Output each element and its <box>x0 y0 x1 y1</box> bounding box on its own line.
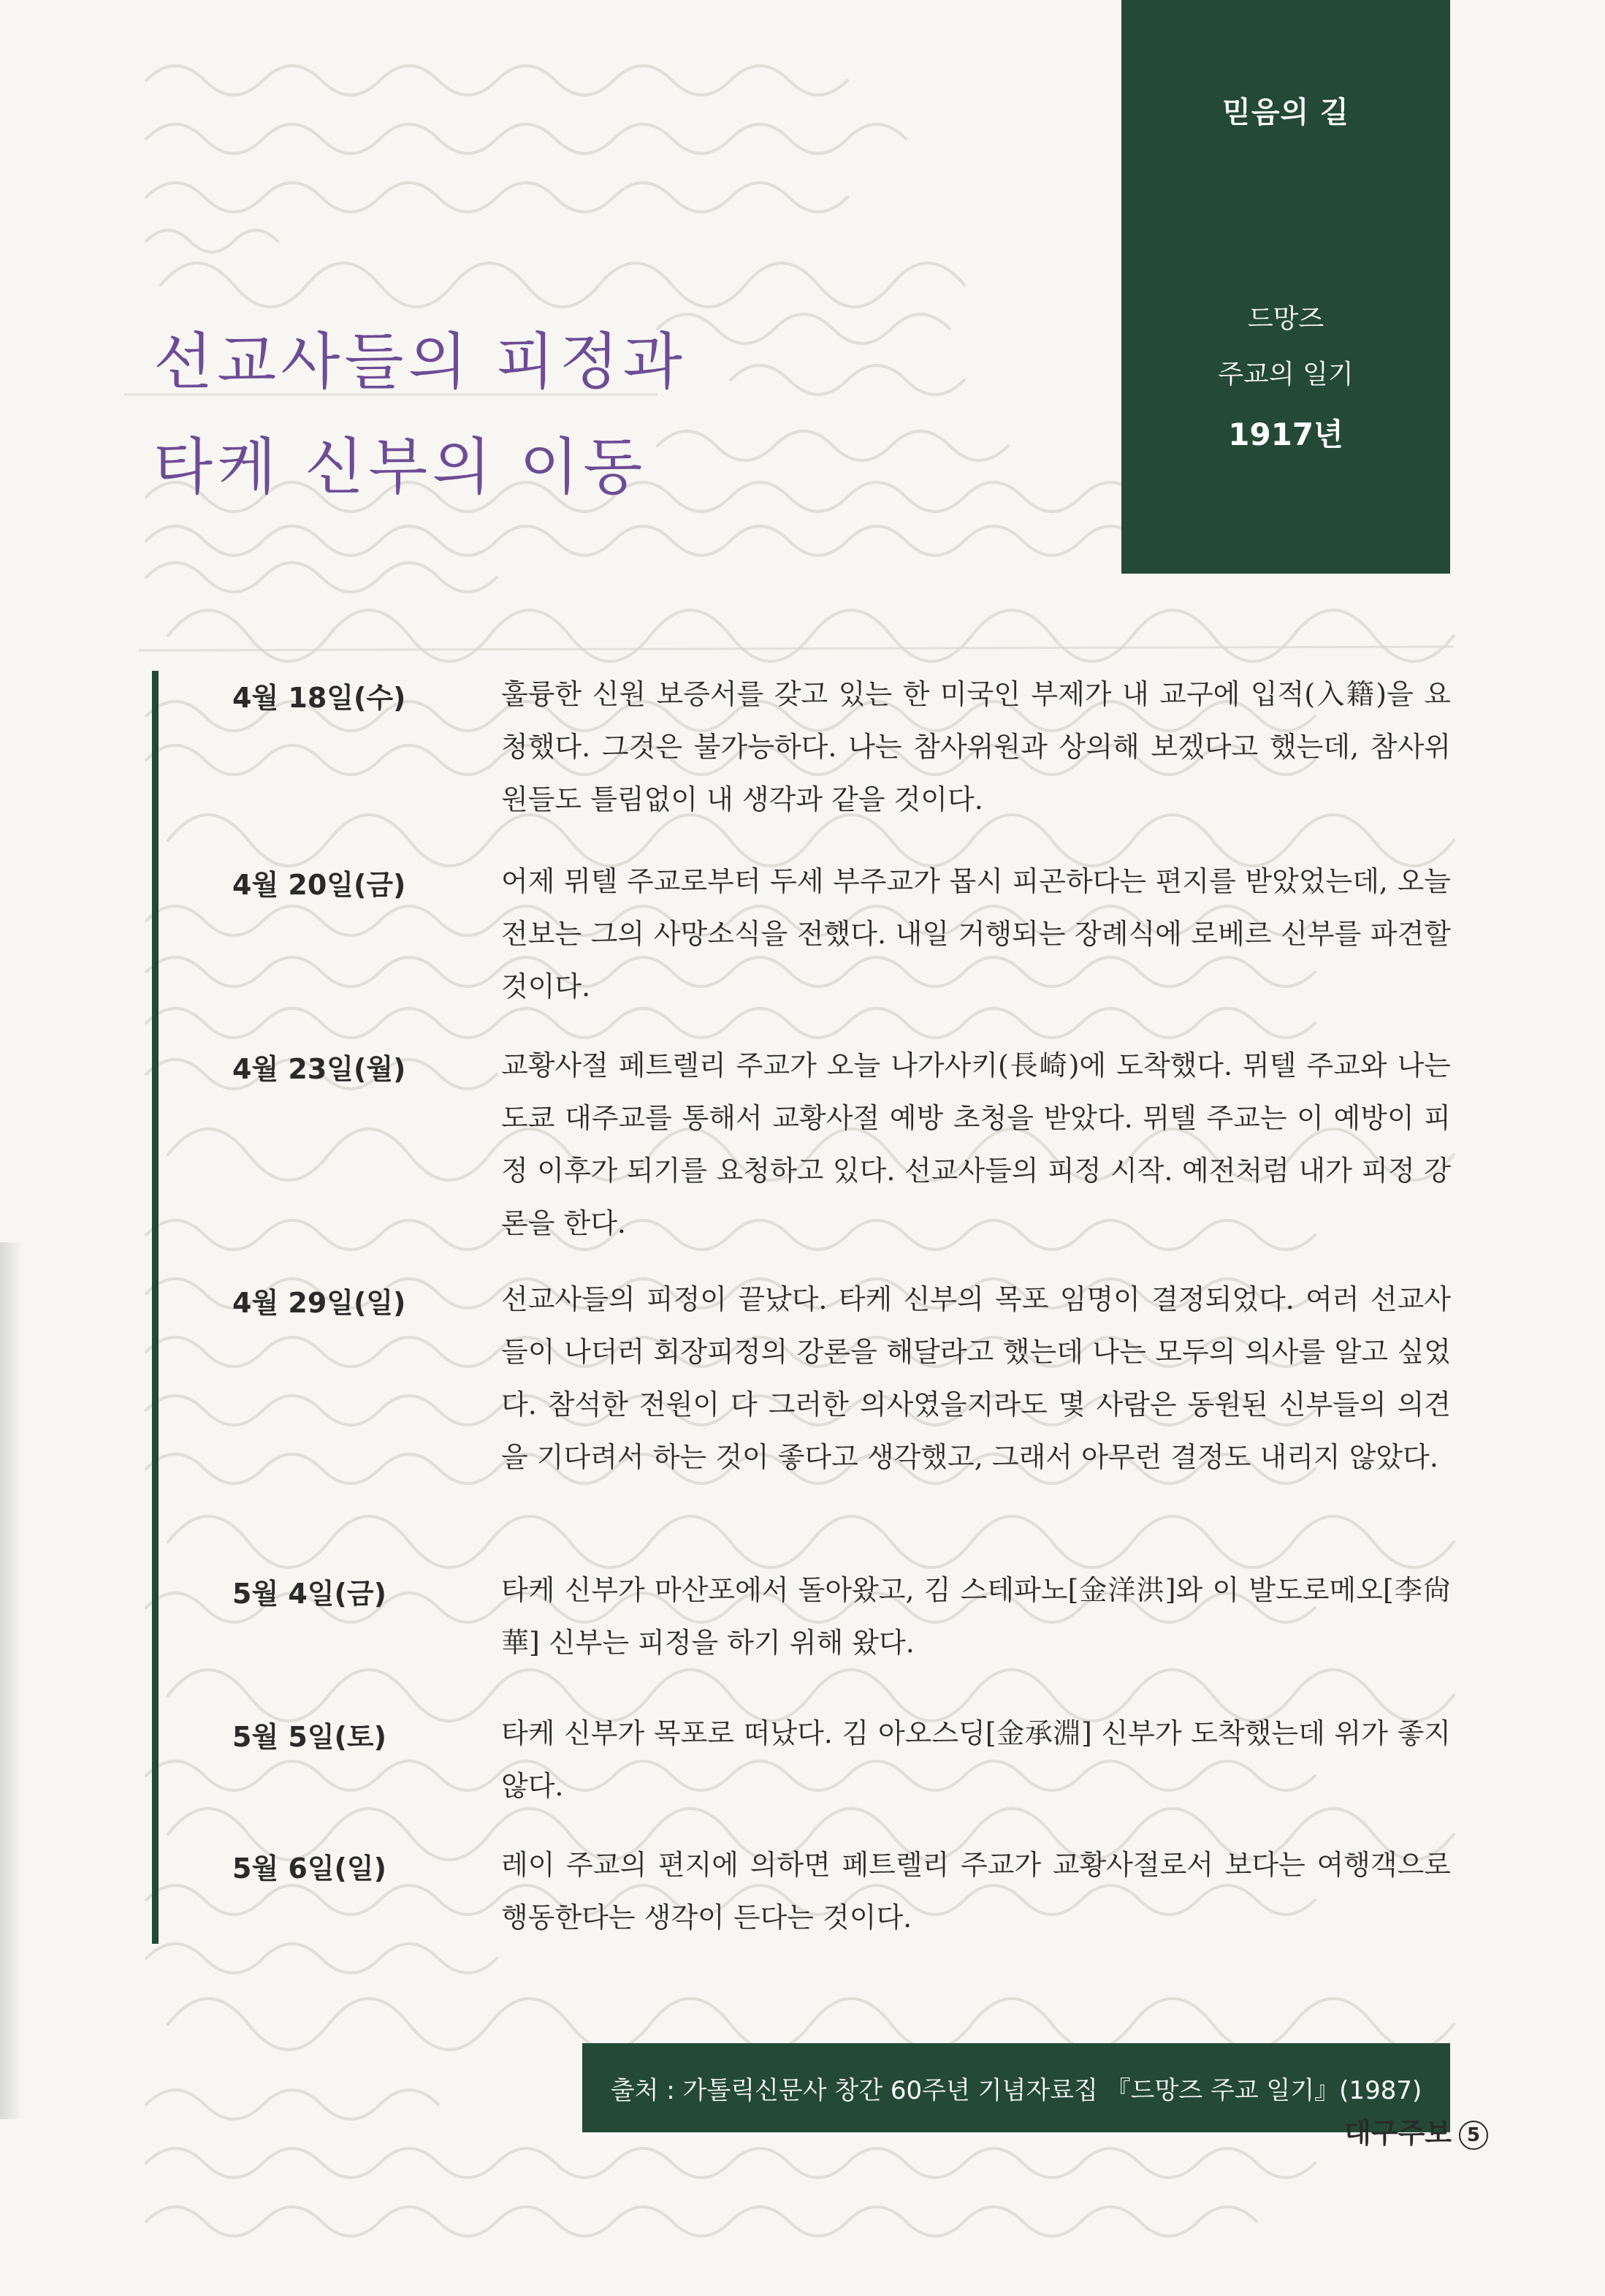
series-name: 드망즈 <box>1247 304 1324 334</box>
entry-text: 훌륭한 신원 보증서를 갖고 있는 한 미국인 부제가 내 교구에 입적(入籍)을 요청했다. 그것은 불가능하다. 나는 참사위원과 상의해 보겠다고 했는데, 참사위원들도 틀림없이 내 생각과 같을 것이다. <box>501 678 1451 816</box>
entry-date: 4월 18일(수) <box>232 682 406 714</box>
source-text: 출처 : 가톨릭신문사 창간 60주년 기념자료집 『드망즈 주교 일기』(1987) <box>610 2075 1422 2105</box>
series-subtitle: 주교의 일기 <box>1218 360 1354 389</box>
source-citation <box>582 2043 1450 2132</box>
entry-text: 어제 뮈텔 주교로부터 두세 부주교가 몹시 피곤하다는 편지를 받았었는데, 오늘 전보는 그의 사망소식을 전했다. 내일 거행되는 장례식에 로베르 신부를 파견할 것이다. <box>501 865 1451 1003</box>
entry-date: 4월 23일(월) <box>232 1053 406 1085</box>
page-footer <box>1344 2110 1488 2151</box>
entry-date: 4월 29일(일) <box>232 1287 406 1319</box>
page-number: 5 <box>1459 2121 1488 2150</box>
entry-text: 교황사절 페트렐리 주교가 오늘 나가사키(長崎)에 도착했다. 뮈텔 주교와 나는 도쿄 대주교를 통해서 교황사절 예방 초청을 받았다. 뮈텔 주교는 이 예방이 피정 이후가 되기를 요청하고 있다. 선교사들의 피정 시작. 예전처럼 내가 피정 강론을 한다. <box>501 1049 1451 1239</box>
entry-date: 4월 20일(금) <box>232 869 406 901</box>
entry-text: 타케 신부가 목포로 떠났다. 김 아오스딩[金承淵] 신부가 도착했는데 위가 좋지 않다. <box>501 1717 1451 1802</box>
publication-name: 대구주보 <box>1344 2117 1452 2149</box>
entry-text: 레이 주교의 편지에 의하면 페트렐리 주교가 교황사절로서 보다는 여행객으로 행동한다는 생각이 든다는 것이다. <box>501 1849 1451 1934</box>
entry-text: 선교사들의 피정이 끝났다. 타케 신부의 목포 임명이 결정되었다. 여러 선교사들이 나더러 회장피정의 강론을 해달라고 했는데 나는 모두의 의사를 알고 싶었다. 참석한 전원이 다 그러한 의사였을지라도 몇 사람은 동원된 신부들의 의견을 기다려서 하는 것이 좋다고 생각했고, 그래서 아무런 결정도 내리지 않았다. <box>501 1283 1451 1473</box>
series-year: 1917년 <box>1228 417 1343 452</box>
entries-accent-bar <box>152 671 159 1944</box>
section-label: 믿음의 길 <box>1222 96 1349 129</box>
entry-date: 5월 5일(토) <box>232 1721 386 1753</box>
page-title-line2: 타케 신부의 이동 <box>153 431 647 503</box>
left-edge-shadow <box>0 1242 22 2119</box>
entry-text: 타케 신부가 마산포에서 돌아왔고, 김 스테파노[金洋洪]와 이 발도로메오[李尙華] 신부는 피정을 하기 위해 왔다. <box>501 1574 1451 1659</box>
page-title-line1: 선교사들의 피정과 <box>153 326 687 398</box>
entry-date: 5월 6일(일) <box>232 1852 386 1885</box>
entry-date: 5월 4일(금) <box>232 1578 386 1610</box>
header-box <box>1121 0 1450 574</box>
